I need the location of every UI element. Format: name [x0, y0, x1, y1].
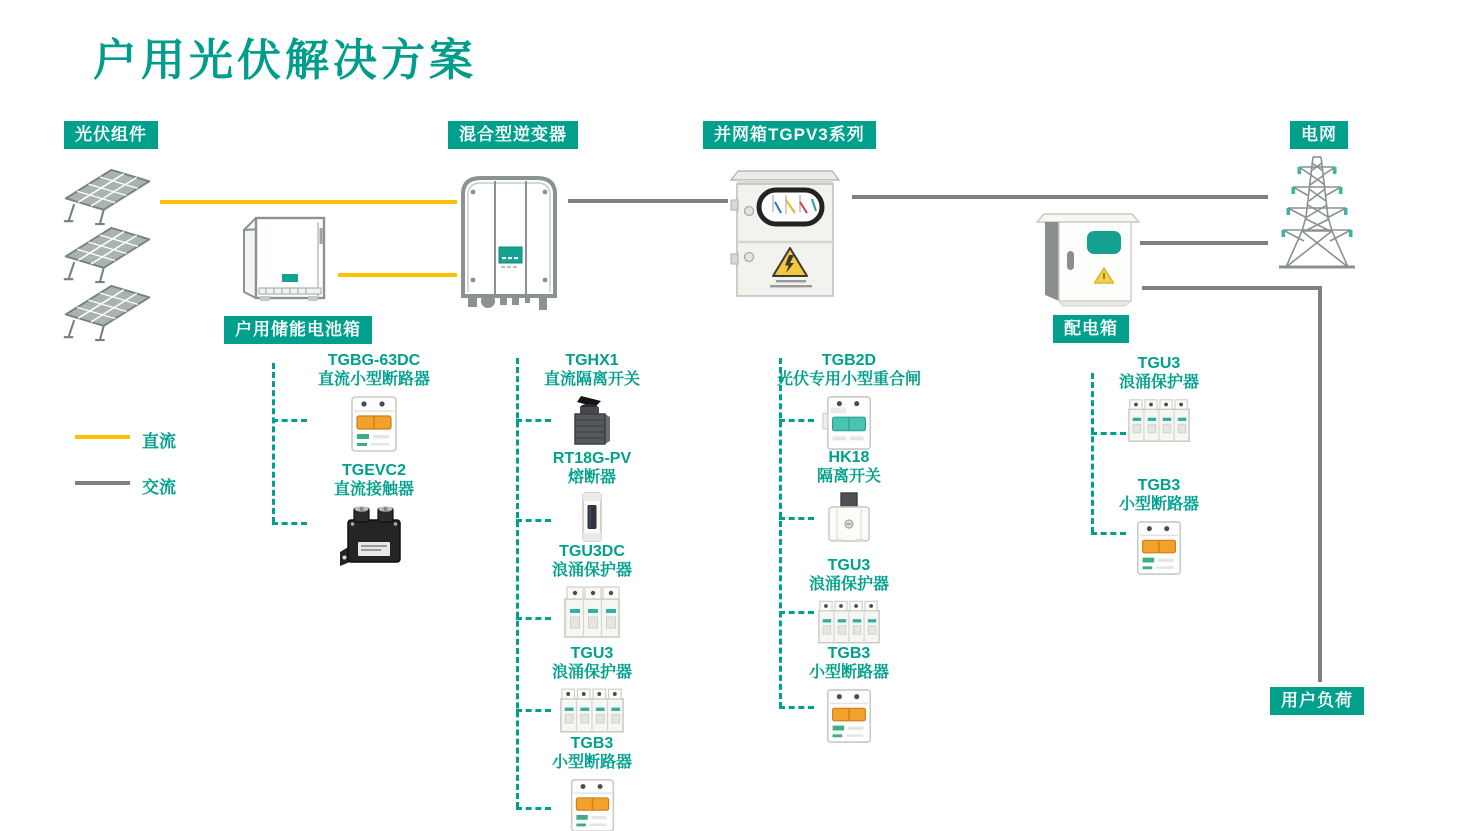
legend-ac-label: 交流: [142, 478, 176, 497]
component-model: TGU3: [827, 557, 871, 574]
label-battery-box: 户用储能电池箱: [224, 316, 372, 344]
component-item: [1071, 476, 1247, 577]
component-name: 隔离开关: [816, 468, 881, 485]
component-model: RT18G-PV: [552, 450, 632, 467]
component-name: 直流小型断路器: [317, 371, 430, 388]
component-name: 浪涌保护器: [551, 664, 632, 681]
component-model: TGB3: [570, 735, 614, 752]
component-model: TGBG-63DC: [327, 352, 421, 369]
solar-panel-icon: [60, 166, 155, 227]
component-name: 熔断器: [567, 469, 616, 486]
legend-dc-swatch: [75, 435, 130, 439]
component-model: TGU3DC: [559, 543, 625, 560]
component-name: 光伏专用小型重合闸: [776, 371, 921, 388]
circuit-breaker-image: [1131, 519, 1187, 577]
dc-line-pv-to-inverter: [160, 200, 457, 204]
component-item: [504, 351, 680, 448]
component-model: TGB2D: [821, 352, 877, 369]
component-name: 小型断路器: [808, 664, 889, 681]
component-name: 小型断路器: [1118, 496, 1199, 513]
label-user-load: 用户负荷: [1270, 687, 1364, 715]
component-item: [1071, 354, 1247, 444]
component-item: [761, 556, 937, 645]
ac-line-inverter-to-gridbox: [568, 199, 728, 203]
fuse-image: [579, 492, 605, 542]
battery-column-connector: [272, 363, 275, 523]
label-distribution-box: 配电箱: [1053, 315, 1129, 343]
component-item: [761, 351, 937, 452]
surge-protector-image: [817, 599, 881, 645]
component-item: [504, 644, 680, 734]
label-grid-box: 并网箱TGPV3系列: [703, 121, 876, 149]
component-model: TGB3: [827, 645, 871, 662]
label-hybrid-inverter: 混合型逆变器: [448, 121, 578, 149]
component-model: TGU3: [570, 645, 614, 662]
ac-line-grid-to-distbox: [1140, 241, 1268, 245]
distribution-box-icon: [1035, 205, 1141, 309]
component-item: [504, 542, 680, 639]
component-model: TGEVC2: [341, 462, 406, 479]
grid-connection-box-icon: [728, 167, 842, 299]
dc-isolator-switch-image: [571, 394, 613, 448]
surge-protector-image: [559, 687, 625, 734]
isolator-switch-image: [822, 491, 876, 543]
circuit-breaker-image: [345, 394, 403, 454]
label-power-grid: 电网: [1290, 121, 1348, 149]
legend-ac-swatch: [75, 481, 130, 485]
component-item: [286, 351, 462, 454]
component-item: [504, 449, 680, 542]
component-name: 直流接触器: [333, 481, 414, 498]
component-name: 浪涌保护器: [551, 562, 632, 579]
component-model: TGU3: [1137, 355, 1181, 372]
component-name: 浪涌保护器: [808, 576, 889, 593]
component-item: [761, 644, 937, 745]
recloser-breaker-image: [821, 394, 877, 452]
transmission-tower-icon: [1278, 155, 1356, 271]
component-item: [504, 734, 680, 831]
ac-line-distbox-to-load-v: [1318, 286, 1322, 682]
label-pv-modules: 光伏组件: [64, 121, 158, 149]
component-name: 浪涌保护器: [1118, 374, 1199, 391]
dc-line-battery-to-inverter: [338, 273, 457, 277]
battery-cabinet-icon: [238, 208, 338, 306]
component-name: 小型断路器: [551, 754, 632, 771]
ac-line-gridbox-to-grid: [852, 195, 1268, 199]
hybrid-inverter-icon: [455, 170, 563, 312]
component-model: TGB3: [1137, 477, 1181, 494]
component-item: [286, 461, 462, 566]
component-model: HK18: [828, 449, 870, 466]
page-title: 户用光伏解决方案: [93, 36, 477, 85]
solar-panel-icon: [60, 282, 155, 343]
component-item: [761, 448, 937, 543]
circuit-breaker-image: [565, 777, 620, 831]
solar-panel-icon: [60, 224, 155, 285]
component-name: 直流隔离开关: [543, 371, 640, 388]
legend-dc-label: 直流: [142, 432, 176, 451]
surge-protector-image: [563, 585, 621, 639]
surge-protector-image: [1127, 397, 1191, 444]
component-model: TGHX1: [565, 352, 619, 369]
circuit-breaker-image: [821, 687, 877, 745]
dc-contactor-image: [338, 504, 410, 566]
ac-line-distbox-to-load-h: [1142, 286, 1322, 290]
